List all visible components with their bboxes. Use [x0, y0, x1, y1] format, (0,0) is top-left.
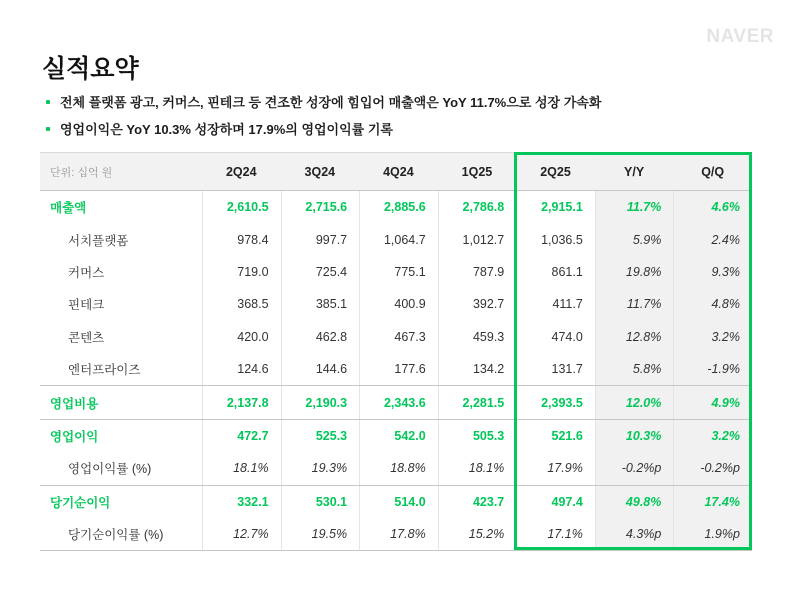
cell-enterprise-2q25: 131.7	[516, 353, 595, 385]
column-header-2q25: 2Q25	[540, 164, 571, 179]
cell-net-income-qq: 17.4%	[673, 486, 752, 518]
cell-operating-expenses-1q25: 2,281.5	[438, 386, 517, 418]
table-row-revenue	[40, 191, 752, 223]
table-body	[40, 191, 752, 550]
table-row-fintech	[40, 288, 752, 320]
cell-fintech-2q24: 368.5	[202, 288, 281, 320]
cell-content-2q24: 420.0	[202, 321, 281, 353]
cell-operating-margin-1q25: 18.1%	[438, 452, 517, 484]
row-label-commerce: 커머스	[68, 265, 105, 280]
table-row-content	[40, 321, 752, 353]
cell-commerce-qq: 9.3%	[673, 256, 752, 288]
cell-operating-margin-4q24: 18.8%	[359, 452, 438, 484]
column-header-qq: Q/Q	[673, 153, 752, 190]
cell-revenue-yy: 11.7%	[595, 191, 674, 223]
cell-net-income-yy: 49.8%	[595, 486, 674, 518]
column-header-3q24: 3Q24	[304, 164, 336, 179]
table-row-search-platform	[40, 223, 752, 255]
cell-operating-margin-2q24: 18.1%	[202, 452, 281, 484]
row-label-search-platform: 서치플랫폼	[68, 233, 129, 248]
cell-operating-profit-yy: 10.3%	[595, 420, 674, 452]
cell-net-margin-2q24: 12.7%	[202, 518, 281, 550]
row-label-fintech: 핀테크	[68, 298, 105, 313]
summary-table	[40, 152, 752, 551]
cell-net-margin-yy: 4.3%p	[595, 518, 674, 550]
cell-revenue-2q24: 2,610.5	[202, 191, 281, 223]
cell-enterprise-3q24: 144.6	[281, 353, 360, 385]
row-label-operating-profit: 영업이익	[50, 429, 99, 444]
cell-commerce-yy: 19.8%	[595, 256, 674, 288]
cell-operating-profit-1q25: 505.3	[438, 420, 517, 452]
cell-fintech-1q25: 392.7	[438, 288, 517, 320]
cell-search-platform-2q25: 1,036.5	[516, 223, 595, 255]
bullet-dot-icon	[46, 100, 50, 104]
cell-revenue-3q24: 2,715.6	[281, 191, 360, 223]
column-header-yy: Y/Y	[595, 153, 674, 190]
cell-net-income-3q24: 530.1	[281, 486, 360, 518]
cell-content-1q25: 459.3	[438, 321, 517, 353]
cell-commerce-1q25: 787.9	[438, 256, 517, 288]
summary-bullets	[44, 88, 601, 142]
cell-search-platform-yy: 5.9%	[595, 223, 674, 255]
cell-content-4q24: 467.3	[359, 321, 438, 353]
cell-operating-profit-3q24: 525.3	[281, 420, 360, 452]
cell-enterprise-2q24: 124.6	[202, 353, 281, 385]
cell-operating-profit-qq: 3.2%	[673, 420, 752, 452]
column-header-4q24: 4Q24	[383, 164, 414, 179]
column-header-1q25: 1Q25	[461, 164, 493, 179]
cell-fintech-3q24: 385.1	[281, 288, 360, 320]
cell-content-yy: 12.8%	[595, 321, 674, 353]
cell-net-margin-2q25: 17.1%	[516, 518, 595, 550]
row-label-enterprise: 엔터프라이즈	[68, 363, 141, 378]
cell-operating-margin-2q25: 17.9%	[516, 452, 595, 484]
cell-net-income-1q25: 423.7	[438, 486, 517, 518]
cell-net-income-2q24: 332.1	[202, 486, 281, 518]
row-label-operating-expenses: 영업비용	[50, 396, 99, 411]
cell-net-income-4q24: 514.0	[359, 486, 438, 518]
table-row-net-margin	[40, 518, 752, 550]
cell-commerce-2q24: 719.0	[202, 256, 281, 288]
bullet-item	[44, 115, 601, 142]
table-row-net-income	[40, 485, 752, 518]
cell-operating-expenses-4q24: 2,343.6	[359, 386, 438, 418]
cell-content-qq: 3.2%	[673, 321, 752, 353]
cell-search-platform-2q24: 978.4	[202, 223, 281, 255]
cell-net-margin-3q24: 19.5%	[281, 518, 360, 550]
cell-operating-expenses-3q24: 2,190.3	[281, 386, 360, 418]
cell-commerce-2q25: 861.1	[516, 256, 595, 288]
row-label-revenue: 매출액	[50, 201, 87, 216]
cell-operating-profit-2q25: 521.6	[516, 420, 595, 452]
cell-search-platform-4q24: 1,064.7	[359, 223, 438, 255]
cell-search-platform-qq: 2.4%	[673, 223, 752, 255]
cell-revenue-2q25: 2,915.1	[516, 191, 595, 223]
cell-enterprise-1q25: 134.2	[438, 353, 517, 385]
bullet-text: 영업이익은 YoY 10.3% 성장하며 17.9%의 영업이익률 기록	[60, 122, 393, 137]
bullet-dot-icon	[46, 127, 50, 131]
row-label-operating-margin: 영업이익률 (%)	[68, 462, 152, 477]
cell-operating-expenses-2q25: 2,393.5	[516, 386, 595, 418]
cell-operating-margin-yy: -0.2%p	[595, 452, 674, 484]
cell-commerce-3q24: 725.4	[281, 256, 360, 288]
cell-fintech-4q24: 400.9	[359, 288, 438, 320]
cell-net-margin-1q25: 15.2%	[438, 518, 517, 550]
column-header-2q24: 2Q24	[225, 164, 257, 179]
table-row-operating-margin	[40, 452, 752, 484]
cell-net-income-2q25: 497.4	[516, 486, 595, 518]
row-label-net-margin: 당기순이익률 (%)	[68, 528, 164, 543]
cell-net-margin-qq: 1.9%p	[673, 518, 752, 550]
cell-content-3q24: 462.8	[281, 321, 360, 353]
cell-revenue-1q25: 2,786.8	[438, 191, 517, 223]
table-row-commerce	[40, 256, 752, 288]
table-row-operating-expenses	[40, 385, 752, 418]
cell-operating-margin-3q24: 19.3%	[281, 452, 360, 484]
cell-fintech-qq: 4.8%	[673, 288, 752, 320]
bullet-text: 전체 플랫폼 광고, 커머스, 핀테크 등 견조한 성장에 힘입어 매출액은 YoY 11.7%으로 성장 가속화	[60, 95, 602, 110]
cell-operating-expenses-2q24: 2,137.8	[202, 386, 281, 418]
cell-revenue-4q24: 2,885.6	[359, 191, 438, 223]
cell-search-platform-1q25: 1,012.7	[438, 223, 517, 255]
cell-operating-expenses-qq: 4.9%	[673, 386, 752, 418]
cell-operating-profit-4q24: 542.0	[359, 420, 438, 452]
table-row-enterprise	[40, 353, 752, 385]
cell-fintech-yy: 11.7%	[595, 288, 674, 320]
cell-operating-expenses-yy: 12.0%	[595, 386, 674, 418]
table-header-row	[40, 152, 752, 191]
row-label-net-income: 당기순이익	[50, 495, 111, 510]
cell-enterprise-4q24: 177.6	[359, 353, 438, 385]
cell-net-margin-4q24: 17.8%	[359, 518, 438, 550]
cell-content-2q25: 474.0	[516, 321, 595, 353]
cell-enterprise-qq: -1.9%	[673, 353, 752, 385]
cell-enterprise-yy: 5.8%	[595, 353, 674, 385]
cell-operating-profit-2q24: 472.7	[202, 420, 281, 452]
naver-logo: NAVER	[706, 26, 774, 47]
bullet-item	[44, 88, 601, 115]
row-label-content: 콘텐츠	[68, 330, 105, 345]
cell-fintech-2q25: 411.7	[516, 288, 595, 320]
cell-commerce-4q24: 775.1	[359, 256, 438, 288]
cell-operating-margin-qq: -0.2%p	[673, 452, 752, 484]
page-title: 실적요약	[42, 54, 139, 83]
table-row-operating-profit	[40, 419, 752, 452]
unit-label: 단위: 십억 원	[50, 166, 113, 179]
cell-revenue-qq: 4.6%	[673, 191, 752, 223]
cell-search-platform-3q24: 997.7	[281, 223, 360, 255]
